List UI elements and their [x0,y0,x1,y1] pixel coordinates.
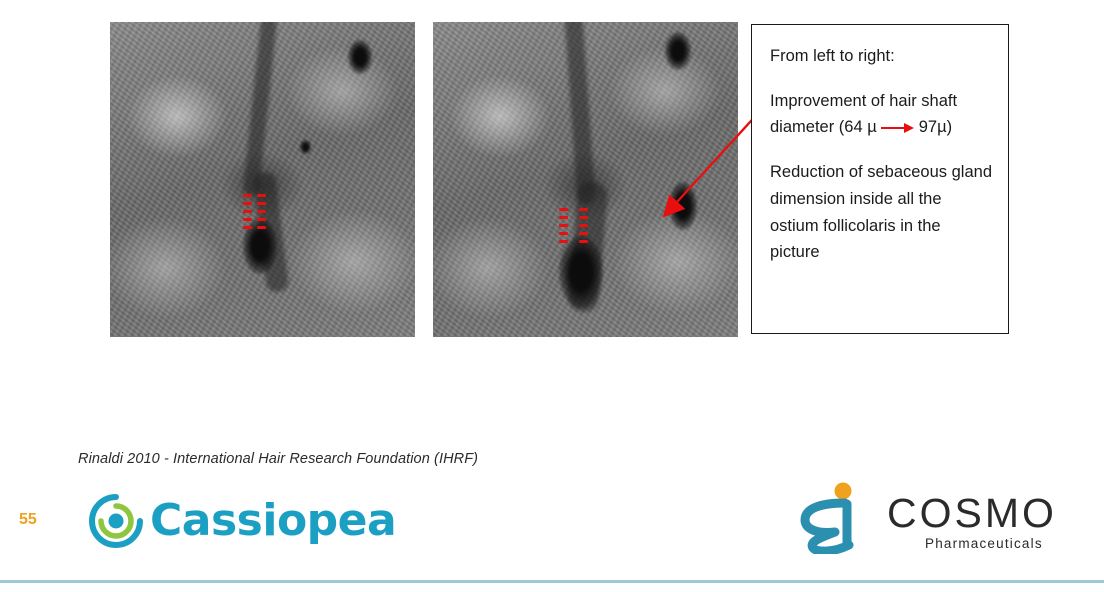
measurement-ticks-after [559,208,593,250]
cassiopea-wordmark: Cassiopea [150,495,397,546]
cosmo-wordmark: COSMO [887,490,1057,536]
source-citation: Rinaldi 2010 - International Hair Research Foundation (IHRF) [78,451,479,467]
cosmo-tagline: Pharmaceuticals [925,536,1043,551]
footer-rule-secondary [0,583,1104,592]
cosmo-logo [795,480,1070,555]
caption-line-1: From left to right: [770,47,895,65]
caption-box [751,24,1009,334]
micrograph-after [433,22,738,337]
improvement-arrow-icon [881,123,915,133]
ostium-tertiary [669,182,697,230]
cassiopea-mark-icon [88,493,144,549]
caption-line-3: Reduction of sebaceous gland dimension inside all the ostium follicolaris in the picture [770,163,992,262]
figure-panel [96,22,1021,342]
measurement-ticks-before [243,194,277,236]
caption-line-2-prefix: Improvement of hair shaft diameter (64 µ [770,91,958,137]
slide-number: 55 [19,511,37,528]
caption-line-2-suffix: 97µ) [918,118,953,137]
ostium-small [300,140,311,154]
cassiopea-logo [88,491,397,551]
cosmo-mark-icon [795,482,883,554]
caption-line-2 [770,88,992,141]
micrograph-before [110,22,415,337]
ostium-secondary [665,32,691,70]
ostium-secondary [348,40,372,74]
